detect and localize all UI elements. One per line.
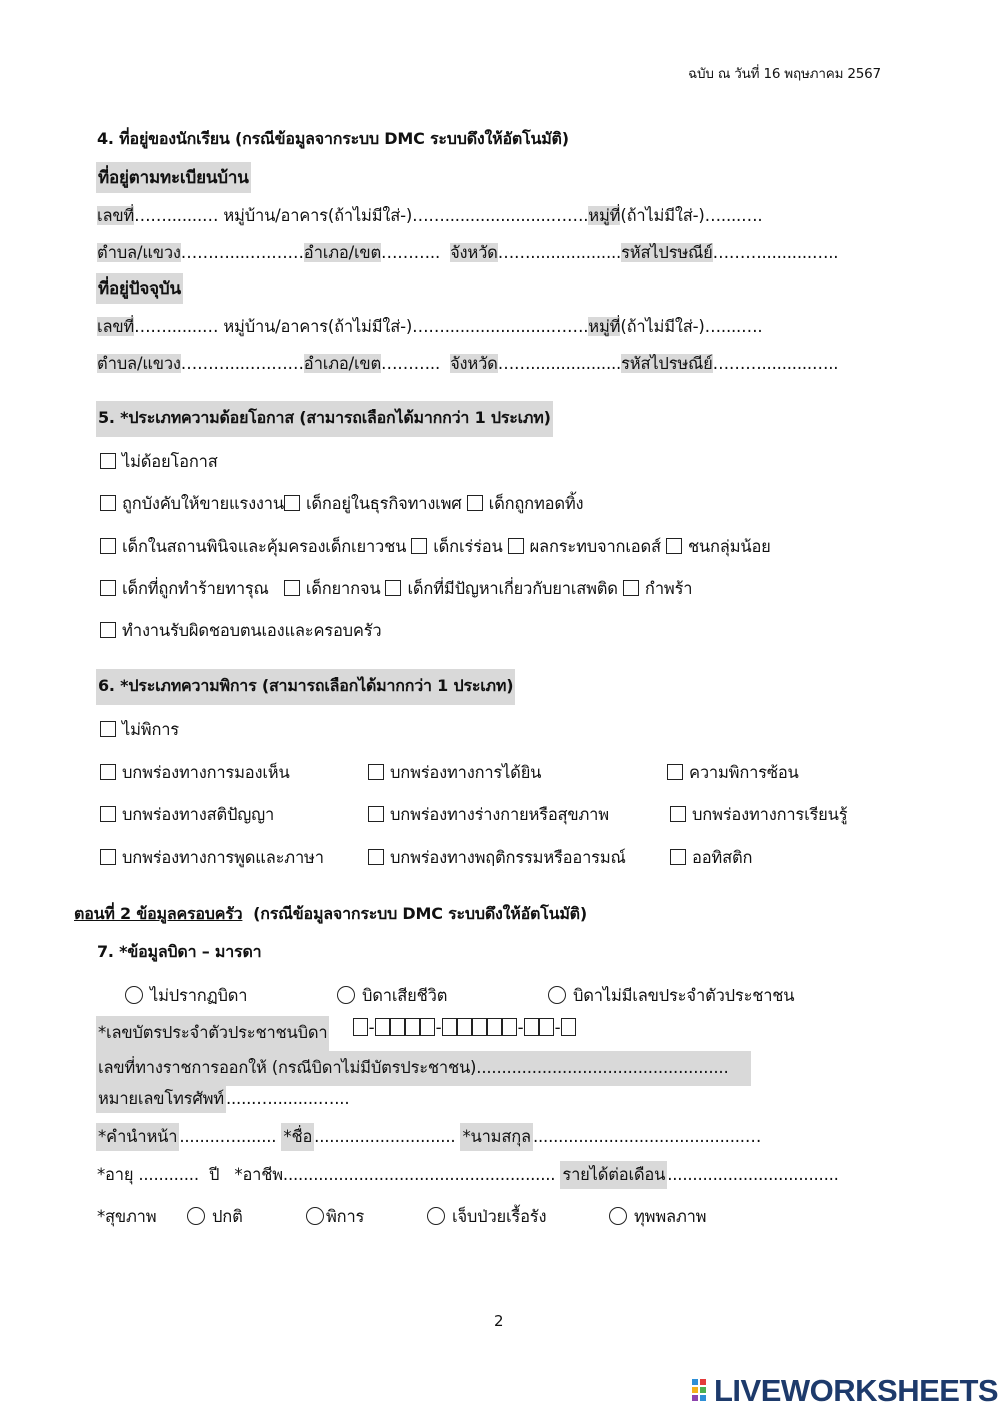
disadvantage-option[interactable]: ถูกบังคับให้ขายแรงงาน	[100, 491, 284, 517]
disadvantage-option[interactable]: เด็กอยู่ในธุรกิจทางเพศ	[284, 491, 462, 517]
checkbox-icon[interactable]	[368, 764, 384, 780]
disability-option[interactable]: บกพร่องทางร่างกายหรือสุขภาพ	[368, 802, 609, 828]
liveworksheets-logo	[692, 1374, 998, 1408]
id-digit-box[interactable]	[375, 1018, 390, 1036]
disadvantage-option[interactable]: เด็กในสถานพินิจและคุ้มครองเด็กเยาวชน	[100, 534, 406, 560]
disadvantage-option[interactable]: เด็กถูกทอดทิ้ง	[467, 491, 584, 517]
registered-address-line1: เลขที่…….......… หมู่บ้าน/อาคาร(ถ้าไม่มีใส่-)…….....................…….หมู่ที่(ถ้าไม่มีใส่-)…....….	[97, 206, 763, 225]
checkbox-icon[interactable]	[623, 580, 639, 596]
id-digit-box[interactable]	[405, 1018, 420, 1036]
disability-option[interactable]: บกพร่องทางการมองเห็น	[100, 760, 290, 786]
section4-title: 4. ที่อยู่ของนักเรียน (กรณีข้อมูลจากระบบ DMC ระบบดึงให้อัตโนมัติ)	[97, 129, 569, 148]
disability-option[interactable]: ความพิการซ้อน	[667, 760, 799, 786]
father-status-option[interactable]: ไม่ปรากฏบิดา	[125, 983, 247, 1009]
current-postcode-field[interactable]: ………..........…..	[712, 354, 839, 373]
disability-option[interactable]: บกพร่องทางการได้ยิน	[368, 760, 541, 786]
id-digit-box[interactable]	[502, 1018, 517, 1036]
checkbox-icon[interactable]	[100, 721, 116, 737]
gov-no-field[interactable]: ..................................................	[476, 1058, 729, 1077]
disability-option[interactable]: บกพร่องทางพฤติกรรมหรืออารมณ์	[368, 845, 626, 871]
disadvantage-option[interactable]: กำพร้า	[623, 576, 692, 602]
section7-title: 7. *ข้อมูลบิดา – มารดา	[97, 942, 262, 961]
father-id-boxes[interactable]: - - - -	[353, 1018, 576, 1037]
disability-option[interactable]: บกพร่องทางการเรียนรู้	[670, 802, 847, 828]
checkbox-icon[interactable]	[100, 538, 116, 554]
id-digit-box[interactable]	[472, 1018, 487, 1036]
id-digit-box[interactable]	[561, 1018, 576, 1036]
disability-option[interactable]: ไม่พิการ	[100, 717, 179, 743]
province-field[interactable]: ……..................	[497, 243, 622, 262]
phone-field[interactable]: ......….........…...	[225, 1089, 350, 1108]
disadvantage-option[interactable]: ไม่ด้อยโอกาส	[100, 449, 218, 475]
radio-icon[interactable]	[125, 986, 143, 1004]
first-name-field[interactable]: ............................	[314, 1127, 456, 1146]
checkbox-icon[interactable]	[670, 806, 686, 822]
id-digit-box[interactable]	[524, 1018, 539, 1036]
disadvantage-row-4	[100, 576, 692, 602]
radio-icon[interactable]	[609, 1207, 627, 1225]
checkbox-icon[interactable]	[385, 580, 401, 596]
current-province-field[interactable]: ……..................	[497, 354, 622, 373]
section5-title: 5. *ประเภทความด้อยโอกาส (สามารถเลือกได้มากกว่า 1 ประเภท)	[96, 401, 553, 437]
registered-address-heading: ที่อยู่ตามทะเบียนบ้าน	[96, 162, 251, 193]
disadvantage-option[interactable]: เด็กเร่ร่อน	[411, 534, 502, 560]
disability-option[interactable]: บกพร่องทางการพูดและภาษา	[100, 845, 324, 871]
part2-subtitle: (กรณีข้อมูลจากระบบ DMC ระบบดึงให้อัตโนมัติ)	[253, 904, 587, 923]
checkbox-icon[interactable]	[100, 580, 116, 596]
disadvantage-row-2	[100, 491, 583, 517]
village-field[interactable]: …….....................…….	[412, 206, 589, 225]
postcode-field[interactable]: ………..........…..	[712, 243, 839, 262]
checkbox-icon[interactable]	[100, 806, 116, 822]
phone-row: หมายเลขโทรศัพท์ ......….........…...	[96, 1086, 349, 1112]
radio-icon[interactable]	[548, 986, 566, 1004]
district-field[interactable]: ………..	[381, 243, 440, 262]
registered-address-line2: ตำบล/แขวง………....….……อำเภอ/เขต……….. จังหวัด……..................รหัสไปรษณีย์………..........…..	[97, 243, 839, 262]
disadvantage-option[interactable]: เด็กที่มีปัญหาเกี่ยวกับยาเสพติด	[385, 576, 617, 602]
part2-heading	[74, 902, 587, 927]
id-digit-box[interactable]	[390, 1018, 405, 1036]
father-id-label: *เลขบัตรประจำตัวประชาชนบิดา	[96, 1016, 329, 1051]
health-option[interactable]: ปกติ	[187, 1204, 243, 1230]
disadvantage-option[interactable]: เด็กยากจน	[284, 576, 381, 602]
id-digit-box[interactable]	[353, 1018, 368, 1036]
current-district-field[interactable]: ………..	[381, 354, 440, 373]
edition-date: ฉบับ ณ วันที่ 16 พฤษภาคม 2567	[688, 66, 881, 82]
current-subdistrict-field[interactable]: ………....….……	[180, 354, 304, 373]
section6-title: 6. *ประเภทความพิการ (สามารถเลือกได้มากกว่า 1 ประเภท)	[96, 669, 515, 705]
checkbox-icon[interactable]	[368, 849, 384, 865]
current-address-line1: เลขที่…….......… หมู่บ้าน/อาคาร(ถ้าไม่มีใส่-)…….....................…….หมู่ที่(ถ้าไม่มีใส่-)…....….	[97, 317, 763, 336]
disability-option[interactable]: บกพร่องทางสติปัญญา	[100, 802, 274, 828]
disability-option[interactable]: ออทิสติก	[670, 845, 752, 871]
radio-icon[interactable]	[427, 1207, 445, 1225]
checkbox-icon[interactable]	[284, 495, 300, 511]
checkbox-icon[interactable]	[667, 764, 683, 780]
checkbox-icon[interactable]	[100, 453, 116, 469]
father-status-option[interactable]: บิดาไม่มีเลขประจำตัวประชาชน	[548, 983, 794, 1009]
id-digit-box[interactable]	[420, 1018, 435, 1036]
disadvantage-option[interactable]: ทำงานรับผิดชอบตนเองและครอบครัว	[100, 618, 382, 644]
checkbox-icon[interactable]	[368, 806, 384, 822]
current-house-no-field[interactable]: …….......…	[134, 317, 219, 336]
father-status-option[interactable]: บิดาเสียชีวิต	[337, 983, 447, 1009]
income-field[interactable]: ..................................	[667, 1165, 839, 1184]
surname-field[interactable]: ..........................................…	[532, 1127, 762, 1146]
health-label: *สุขภาพ	[97, 1207, 157, 1226]
checkbox-icon[interactable]	[100, 764, 116, 780]
checkbox-icon[interactable]	[100, 622, 116, 638]
part2-title: ตอนที่ 2 ข้อมูลครอบครัว	[74, 904, 243, 923]
id-digit-box[interactable]	[539, 1018, 554, 1036]
checkbox-icon[interactable]	[508, 538, 524, 554]
subdistrict-field[interactable]: ………....….……	[180, 243, 304, 262]
prefix-field[interactable]: ........…........	[179, 1127, 277, 1146]
current-address-heading: ที่อยู่ปัจจุบัน	[96, 273, 183, 304]
checkbox-icon[interactable]	[670, 849, 686, 865]
disadvantage-option[interactable]: เด็กที่ถูกทำร้ายทารุณ	[100, 576, 269, 602]
health-option[interactable]: พิการ	[306, 1204, 364, 1230]
checkbox-icon[interactable]	[666, 538, 682, 554]
id-digit-box[interactable]	[457, 1018, 472, 1036]
moo-field[interactable]: …....….	[704, 206, 763, 225]
disadvantage-option[interactable]: ผลกระทบจากเอดส์	[508, 534, 661, 560]
radio-icon[interactable]	[306, 1207, 324, 1225]
health-option[interactable]: ทุพพลภาพ	[609, 1204, 706, 1230]
name-row: *คำนำหน้า ........…........ *ชื่อ ............................ *นามสกุล ..........................................…	[96, 1124, 761, 1150]
checkbox-icon[interactable]	[411, 538, 427, 554]
radio-icon[interactable]	[187, 1207, 205, 1225]
house-no-field[interactable]: …….......…	[134, 206, 219, 225]
age-occupation-row: *อายุ ............ ปี *อาชีพ...................................................... รายได้ต่อเดือน ..................................	[97, 1162, 839, 1188]
disadvantage-option[interactable]: ชนกลุ่มน้อย	[666, 534, 771, 560]
current-village-field[interactable]: …….....................…….	[412, 317, 589, 336]
disadvantage-row-3	[100, 534, 771, 560]
gov-no-row: เลขที่ทางราชการออกให้ (กรณีบิดาไม่มีบัตรประชาชน)..................................................	[96, 1051, 751, 1086]
liveworksheets-brand: LIVEWORKSHEETS	[714, 1373, 999, 1408]
radio-icon[interactable]	[337, 986, 355, 1004]
checkbox-icon[interactable]	[100, 849, 116, 865]
current-moo-field[interactable]: …....….	[704, 317, 763, 336]
id-digit-box[interactable]	[487, 1018, 502, 1036]
liveworksheets-logo-icon	[692, 1379, 714, 1403]
page-number: 2	[494, 1312, 504, 1330]
age-field[interactable]: ............	[138, 1165, 199, 1184]
checkbox-icon[interactable]	[100, 495, 116, 511]
health-option[interactable]: เจ็บป่วยเรื้อรัง	[427, 1204, 546, 1230]
checkbox-icon[interactable]	[284, 580, 300, 596]
checkbox-icon[interactable]	[467, 495, 483, 511]
occupation-field[interactable]: ......................................................	[282, 1165, 556, 1184]
current-address-line2: ตำบล/แขวง………....….……อำเภอ/เขต……….. จังหวัด……..................รหัสไปรษณีย์………..........…..	[97, 354, 839, 373]
id-digit-box[interactable]	[442, 1018, 457, 1036]
